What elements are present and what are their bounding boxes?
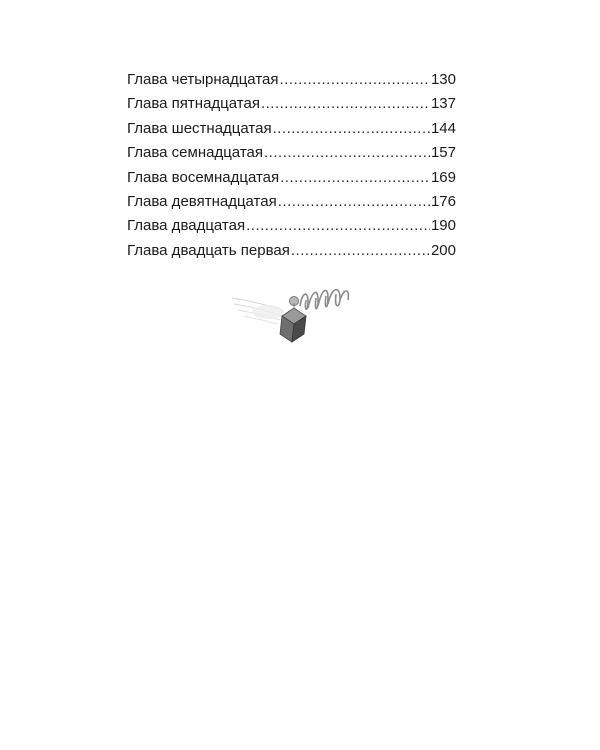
toc-dot-leader: [273, 117, 430, 141]
spring-coil: [300, 290, 348, 310]
toc-dot-leader: [291, 239, 430, 263]
toc-entry-title: Глава четырнадцатая: [127, 71, 279, 88]
toc-entry: [127, 117, 456, 141]
toc-entry-title: Глава восемнадцатая: [127, 168, 280, 186]
toc-entry-page: 130: [430, 71, 456, 88]
box-shape: [280, 303, 306, 342]
toc-entry-title: Глава двадцатая: [127, 217, 246, 235]
jack-in-the-box-spring-icon: [228, 284, 358, 350]
toc-entry-title: Глава шестнадцатая: [127, 119, 272, 137]
toc-entry: [127, 92, 456, 116]
toc-entry: [127, 214, 456, 238]
toc-entry-page: 176: [430, 192, 456, 210]
toc-entry: [127, 239, 456, 263]
toc-dot-leader: [280, 68, 430, 92]
motion-streaks: [232, 298, 284, 324]
toc-dot-leader: [280, 166, 430, 190]
toc-entry-page: 200: [430, 241, 456, 259]
toc-entry-page: 157: [430, 144, 456, 162]
toc-entry-title: Глава двадцать первая: [127, 241, 290, 259]
toc-entry-page: 169: [430, 168, 456, 186]
toc-entry-page: 144: [430, 119, 456, 137]
toc-dot-leader: [264, 141, 430, 165]
toc-entry-title: Глава девятнадцатая: [127, 192, 277, 210]
toc-entry-page: 190: [430, 217, 456, 235]
toc-dot-leader: [261, 92, 430, 116]
toc-entry: [127, 190, 456, 214]
toc-dot-leader: [278, 190, 430, 214]
toc-entry-title: Глава семнадцатая: [127, 144, 263, 162]
toc-entry: [127, 166, 456, 190]
toc-entry-page: 137: [430, 95, 456, 113]
toc-entry-title: Глава пятнадцатая: [127, 95, 260, 113]
toc-entry: [127, 68, 456, 92]
toc-entry: [127, 141, 456, 165]
toc-dot-leader: [246, 214, 430, 238]
table-of-contents: [127, 68, 456, 263]
